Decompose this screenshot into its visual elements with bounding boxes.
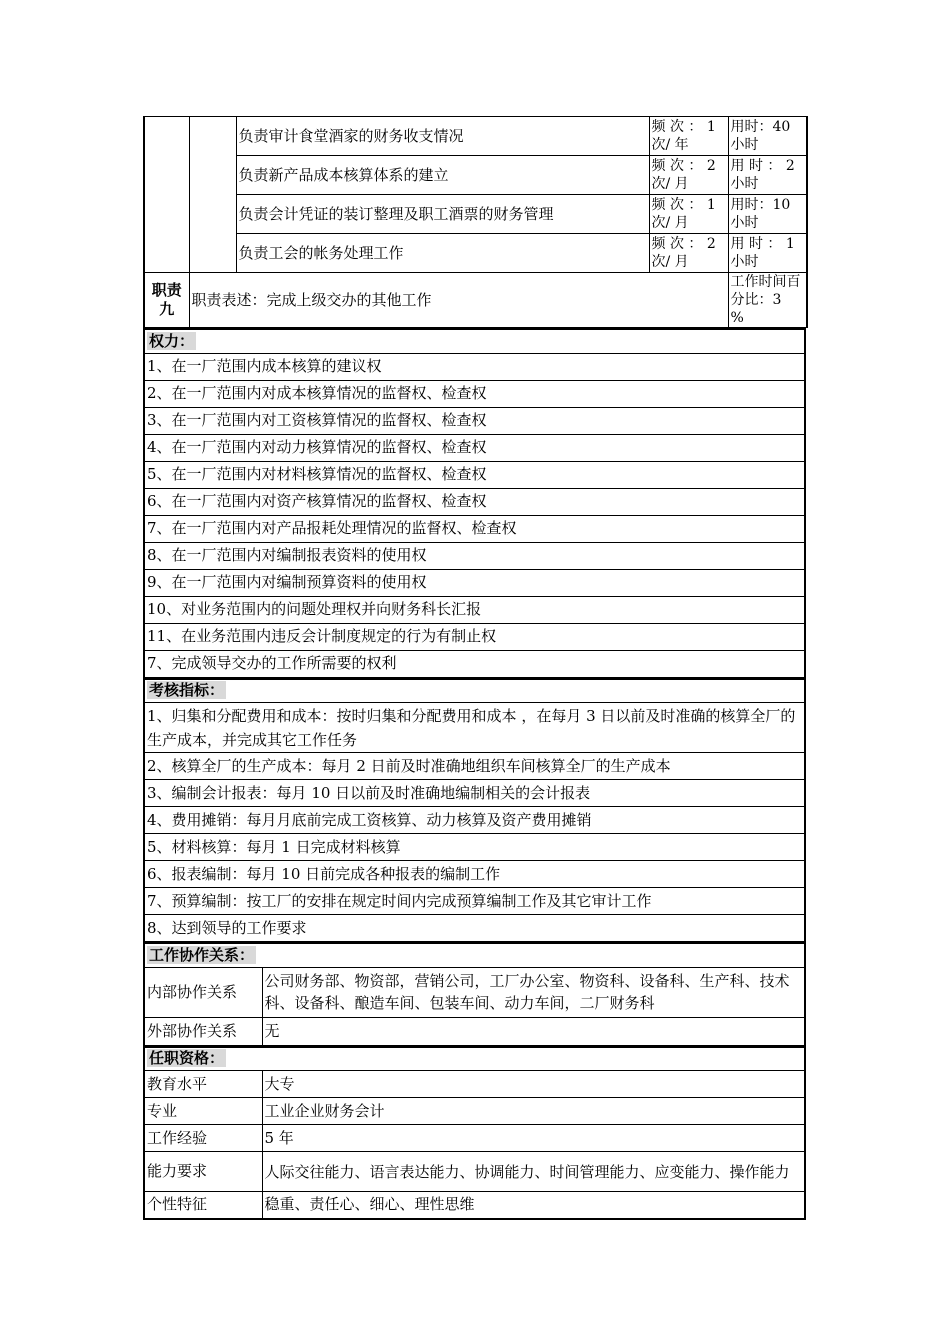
duty-task: 负责工会的帐务处理工作: [236, 234, 649, 273]
kpi-item: 1、归集和分配费用和成本：按时归集和分配费用和成本 ，在每月 3 日以前及时准确的核算全厂的生产成本，并完成其它工作任务: [144, 703, 805, 753]
qual-label: 教育水平: [144, 1071, 262, 1098]
kpi-heading: 考核指标：: [144, 679, 805, 703]
duty9-desc: 职责表述：完成上级交办的其他工作: [189, 273, 728, 328]
external-value: 无: [262, 1017, 805, 1045]
internal-label: 内部协作关系: [144, 967, 262, 1017]
duty-time: 用 时 ： 1 小时: [728, 234, 807, 273]
power-item: 7、在一厂范围内对产品报耗处理情况的监督权、检查权: [144, 515, 805, 542]
duty-row: [144, 117, 807, 156]
duties-table: [143, 116, 808, 328]
duty-task: 负责会计凭证的装订整理及职工酒票的财务管理: [236, 195, 649, 234]
duty-sub-cell: [189, 117, 236, 273]
powers-heading: 权力：: [144, 329, 805, 353]
power-item: 9、在一厂范围内对编制预算资料的使用权: [144, 569, 805, 596]
qual-value: 工业企业财务会计: [262, 1098, 805, 1125]
external-label: 外部协作关系: [144, 1017, 262, 1045]
qual-label: 专业: [144, 1098, 262, 1125]
qual-value: 稳重、责任心、细心、理性思维: [262, 1192, 805, 1219]
duty-frequency: 频 次 ： 1 次/ 月: [649, 195, 728, 234]
kpi-item: 2、核算全厂的生产成本：每月 2 日前及时准确地组织车间核算全厂的生产成本: [144, 753, 805, 780]
kpi-item: 7、预算编制：按工厂的安排在规定时间内完成预算编制工作及其它审计工作: [144, 888, 805, 915]
power-item: 8、在一厂范围内对编制报表资料的使用权: [144, 542, 805, 569]
qualifications-table: [143, 1046, 806, 1220]
duty-row: [144, 156, 807, 195]
qual-value: 人际交往能力、语言表达能力、协调能力、时间管理能力、应变能力、操作能力: [262, 1152, 805, 1192]
powers-table: [143, 328, 806, 678]
power-item: 1、在一厂范围内成本核算的建议权: [144, 353, 805, 380]
power-item: 7、完成领导交办的工作所需要的权利: [144, 650, 805, 677]
qual-label: 工作经验: [144, 1125, 262, 1152]
power-item: 11、在业务范围内违反会计制度规定的行为有制止权: [144, 623, 805, 650]
duty-row: [144, 195, 807, 234]
power-item: 2、在一厂范围内对成本核算情况的监督权、检查权: [144, 380, 805, 407]
qual-label: 个性特征: [144, 1192, 262, 1219]
duty-index-cell: [144, 117, 189, 273]
qual-label: 能力要求: [144, 1152, 262, 1192]
power-item: 10、对业务范围内的问题处理权并向财务科长汇报: [144, 596, 805, 623]
job-description-page: [143, 116, 806, 1220]
power-item: 4、在一厂范围内对动力核算情况的监督权、检查权: [144, 434, 805, 461]
kpi-item: 6、报表编制：每月 10 日前完成各种报表的编制工作: [144, 861, 805, 888]
duty-frequency: 频 次 ： 1 次/ 年: [649, 117, 728, 156]
qualifications-heading: 任职资格：: [144, 1047, 805, 1071]
power-item: 5、在一厂范围内对材料核算情况的监督权、检查权: [144, 461, 805, 488]
duty9-row: [144, 273, 807, 328]
duty-task: 负责新产品成本核算体系的建立: [236, 156, 649, 195]
qual-value: 大专: [262, 1071, 805, 1098]
power-item: 6、在一厂范围内对资产核算情况的监督权、检查权: [144, 488, 805, 515]
internal-value: 公司财务部、物资部，营销公司，工厂办公室、物资科、设备科、生产科、技术科、设备科、酿造车间、包装车间、动力车间，二厂财务科: [262, 967, 805, 1017]
relations-heading: 工作协作关系：: [144, 943, 805, 967]
duty-time: 用时：40 小时: [728, 117, 807, 156]
kpi-item: 8、达到领导的工作要求: [144, 915, 805, 942]
duty-time: 用 时 ： 2 小时: [728, 156, 807, 195]
duty-time: 用时：10 小时: [728, 195, 807, 234]
duty-frequency: 频 次 ： 2 次/ 月: [649, 234, 728, 273]
kpi-item: 5、材料核算：每月 1 日完成材料核算: [144, 834, 805, 861]
kpi-table: [143, 678, 806, 943]
power-item: 3、在一厂范围内对工资核算情况的监督权、检查权: [144, 407, 805, 434]
duty-row: [144, 234, 807, 273]
duty-frequency: 频 次 ： 2 次/ 月: [649, 156, 728, 195]
relations-table: [143, 942, 806, 1046]
duty-task: 负责审计食堂酒家的财务收支情况: [236, 117, 649, 156]
duty9-percent: 工作时间百分比：3 %: [728, 273, 807, 328]
qual-value: 5 年: [262, 1125, 805, 1152]
kpi-item: 4、费用摊销：每月月底前完成工资核算、动力核算及资产费用摊销: [144, 807, 805, 834]
duty9-label: 职责九: [144, 273, 189, 328]
kpi-item: 3、编制会计报表：每月 10 日以前及时准确地编制相关的会计报表: [144, 780, 805, 807]
